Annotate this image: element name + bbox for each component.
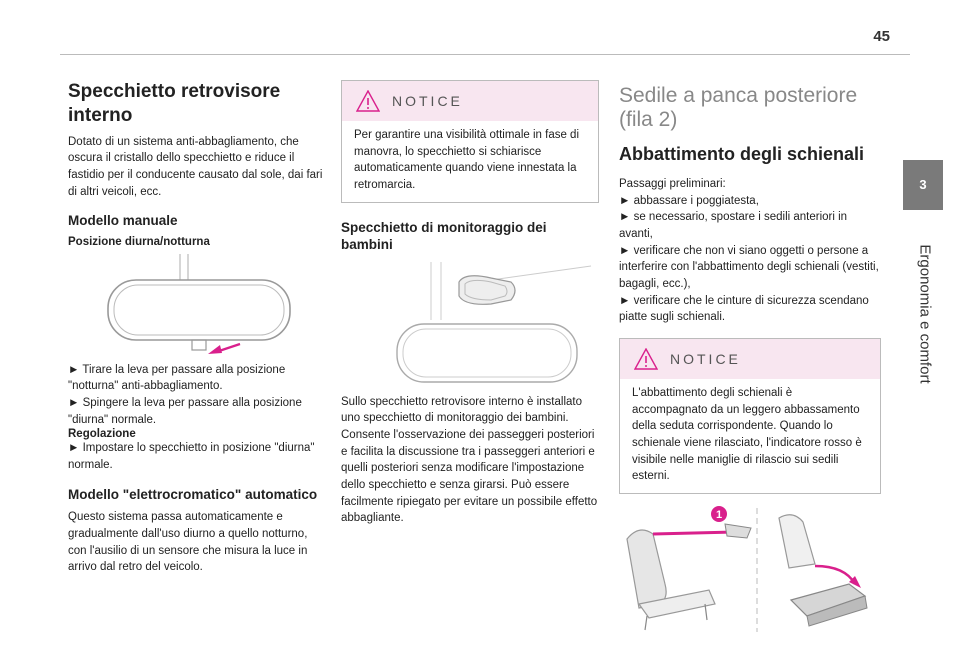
prelim-step-3: ► verificare che non vi siano oggetti o persone a interferire con l'abbattimento degli schienali (vestiti, bagagli, ecc.), (619, 244, 879, 290)
child-mirror-text: Sullo specchietto retrovisore interno è installato uno specchietto di monitoraggio dei bambini. Consente l'osservazione dei passeggeri posteriori e facilita la discussione tra i passeggeri anteriori e quelli posteriori senza modificare l'impostazione dello specchietto e senza girarsi. Può essere facilmente ripiegato per evitare un possibile effetto abbagliante. (341, 395, 598, 525)
notice-label: NOTICE (392, 93, 463, 109)
notice-text: Per garantire una visibilità ottimale in fase di manovra, lo specchietto si schiarisce automaticamente quando viene innestata la retromarcia. (354, 129, 580, 192)
manual-subheading: Posizione diurna/notturna (68, 235, 210, 248)
manual-step-2: ► Spingere la leva per passare alla posizione "diurna" normale. (68, 397, 302, 426)
notice-text: L'abbattimento degli schienali è accompagnato da un leggero abbassamento della seduta corrispondente. Quando lo schienale viene rilasciato, l'indicatore rosso è visibile nelle maniglie di rilascio sui sedili esterni. (632, 386, 862, 483)
regolazione-label: Regolazione (68, 428, 136, 441)
fold-heading: Abbattimento degli schienali (619, 144, 865, 165)
header-divider (60, 54, 910, 55)
prelim-label: Passaggi preliminari: (619, 177, 726, 190)
child-mirror-heading: Specchietto di monitoraggio dei bambini (341, 219, 547, 253)
child-mirror-illustration (341, 260, 599, 388)
regolazione-step: ► Impostare lo specchietto in posizione "diurna" normale. (68, 442, 315, 472)
warning-icon (634, 348, 658, 370)
prelim-step-2: ► se necessario, spostare i sedili anteriori in avanti, (619, 211, 848, 240)
column-mirror (68, 80, 323, 582)
seat-fold-illustration (619, 504, 881, 634)
notice-header (342, 81, 598, 121)
warning-icon (356, 90, 380, 112)
electro-heading: Modello "elettrocromatico" automatico (68, 486, 318, 502)
notice-box-bench (619, 338, 881, 494)
manual-heading: Modello manuale (68, 213, 178, 229)
section-title-rear-bench: Sedile a panca posteriore (fila 2) (619, 84, 858, 132)
column-rear-bench (619, 80, 881, 634)
notice-label: NOTICE (670, 350, 741, 367)
notice-header (620, 339, 880, 379)
prelim-step-1: ► abbassare i poggiatesta, (619, 194, 759, 207)
manual-step-1: ► Tirare la leva per passare alla posizione "notturna" anti-abbagliamento. (68, 363, 286, 393)
mirror-intro: Dotato di un sistema anti-abbagliamento, che oscura il cristallo dello specchietto e riduce il fastidio per il conducente causato dal sole, dai fari di altri veicoli, ecc. (68, 135, 323, 198)
page-number: 45 (873, 28, 890, 45)
notice-box-mirror (341, 80, 599, 203)
chapter-tab[interactable]: 3 (903, 160, 943, 210)
section-title-mirror: Specchietto retrovisore interno (68, 81, 281, 126)
chapter-title-text: Ergonomia e comfort (916, 244, 934, 384)
chapter-title (912, 214, 938, 414)
electro-text: Questo sistema passa automaticamente e gradualmente dall'uso diurno a quello notturno, con l'ausilio di un sensore che misura la luce in arrivo dal retro del veicolo. (68, 511, 308, 574)
prelim-step-4: ► verificare che le cinture di sicurezza scendano piatte sugli schienali. (619, 294, 869, 324)
manual-mirror-illustration (68, 252, 323, 356)
column-notice-child (341, 80, 599, 533)
step-badge: 1 (715, 508, 723, 521)
